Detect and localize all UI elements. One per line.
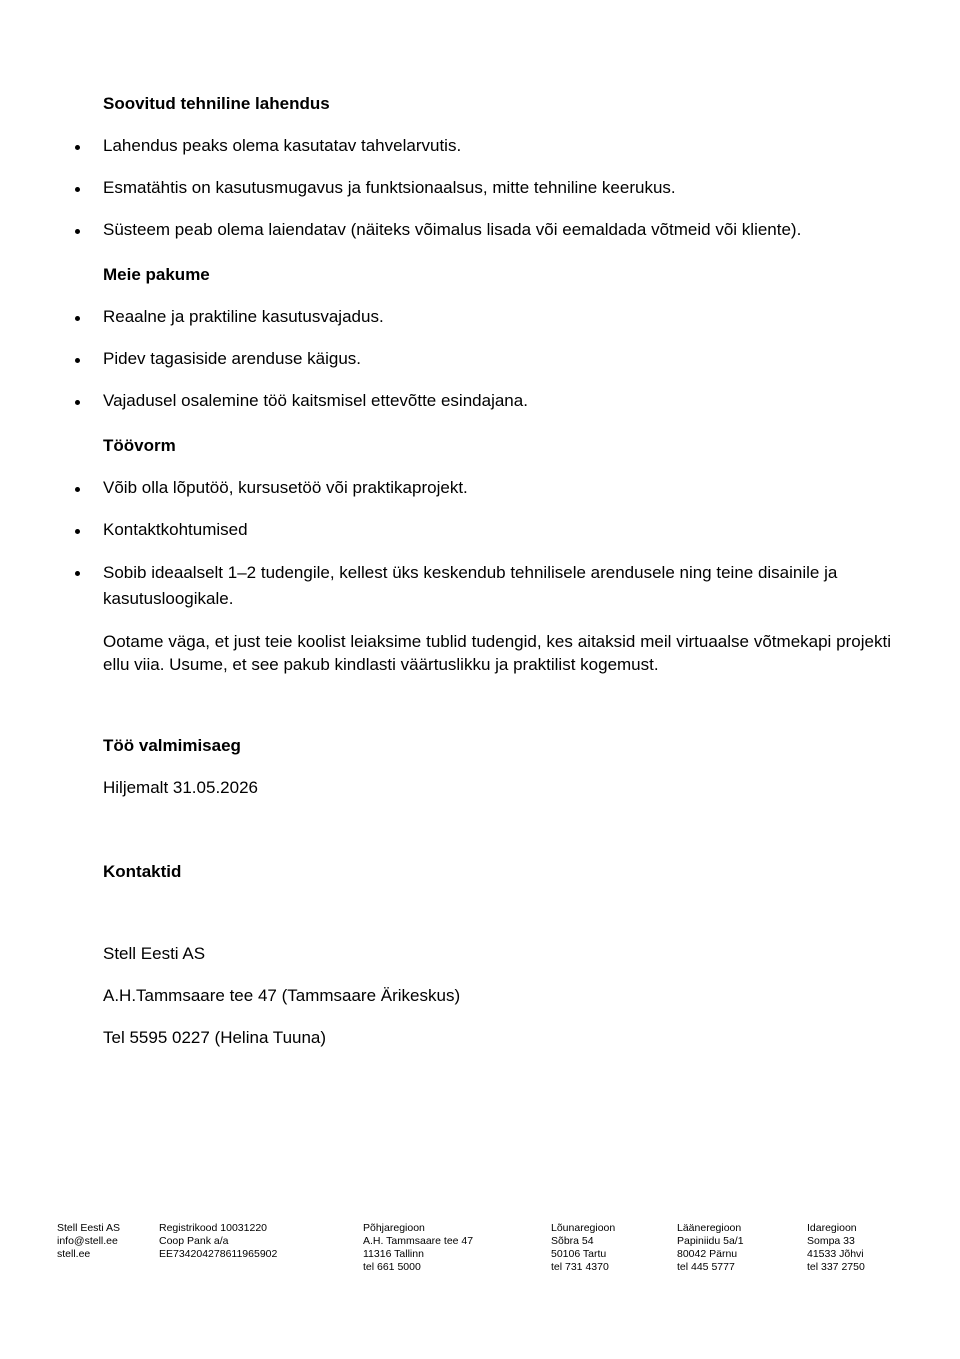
- list-item: Võib olla lõputöö, kursusetöö või praktikaprojekt.: [103, 476, 891, 500]
- footer-region-city: 50106 Tartu: [551, 1248, 607, 1260]
- footer-email: info@stell.ee: [57, 1235, 118, 1247]
- technical-list: [103, 134, 891, 242]
- footer-website: stell.ee: [57, 1248, 91, 1260]
- document-body: [103, 92, 891, 1050]
- list-item: Vajadusel osalemine töö kaitsmisel ettevõtte esindajana.: [103, 389, 891, 413]
- list-item: Kontaktkohtumised: [103, 518, 891, 542]
- section-heading-offer: Meie pakume: [103, 265, 210, 284]
- footer-region-name: Lääneregioon: [677, 1222, 742, 1234]
- footer-north-region: [363, 1222, 473, 1274]
- workform-list: [103, 476, 891, 612]
- footer-region-phone: tel 731 4370: [551, 1261, 609, 1273]
- footer-registry-code: Registrikood 10031220: [159, 1222, 267, 1234]
- list-item: Esmatähtis on kasutusmugavus ja funktsionaalsus, mitte tehniline keerukus.: [103, 176, 891, 200]
- footer-region-street: Papiniidu 5a/1: [677, 1235, 744, 1247]
- footer-region-city: 80042 Pärnu: [677, 1248, 738, 1260]
- list-item: Lahendus peaks olema kasutatav tahvelarvutis.: [103, 134, 891, 158]
- footer-company-name: Stell Eesti AS: [57, 1222, 121, 1234]
- section-heading-workform: Töövorm: [103, 436, 176, 455]
- contact-phone: Tel 5595 0227 (Helina Tuuna): [103, 1028, 327, 1047]
- footer-iban: EE734204278611965902: [159, 1248, 278, 1260]
- offer-list: [103, 305, 891, 413]
- footer-region-name: Idaregioon: [807, 1222, 857, 1234]
- section-heading-deadline: Töö valmimisaeg: [103, 736, 241, 755]
- section-heading-technical: Soovitud tehniline lahendus: [103, 94, 330, 113]
- footer-region-street: Sõbra 54: [551, 1235, 594, 1247]
- footer-region-phone: tel 337 2750: [807, 1261, 865, 1273]
- closing-paragraph: Ootame väga, et just teie koolist leiaksime tublid tudengid, kes aitaksid meil virtuaalse võtmekapi projekti ellu viia. Usume, et see pakub kindlasti väärtuslikku ja praktilist kogemust.: [103, 632, 891, 674]
- footer-east-region: [807, 1222, 865, 1274]
- footer-region-street: A.H. Tammsaare tee 47: [363, 1235, 474, 1247]
- footer-south-region: [551, 1222, 615, 1274]
- contact-company: Stell Eesti AS: [103, 944, 206, 963]
- section-heading-contacts: Kontaktid: [103, 862, 182, 881]
- footer-region-name: Põhjaregioon: [363, 1222, 425, 1234]
- footer-region-name: Lõunaregioon: [551, 1222, 616, 1234]
- contact-address: A.H.Tammsaare tee 47 (Tammsaare Ärikeskus): [103, 986, 461, 1005]
- footer-region-phone: tel 661 5000: [363, 1261, 421, 1273]
- list-item: Sobib ideaalselt 1–2 tudengile, kellest üks keskendub tehnilisele arendusele ning teine disainile ja kasutusloogikale.: [103, 560, 891, 612]
- footer-region-street: Sompa 33: [807, 1235, 855, 1247]
- footer-region-phone: tel 445 5777: [677, 1261, 735, 1273]
- list-item: Reaalne ja praktiline kasutusvajadus.: [103, 305, 891, 329]
- footer-region-city: 11316 Tallinn: [363, 1248, 424, 1260]
- footer-registry: [159, 1222, 277, 1261]
- footer-west-region: [677, 1222, 744, 1274]
- footer-region-city: 41533 Jõhvi: [807, 1248, 864, 1260]
- footer-bank: Coop Pank a/a: [159, 1235, 229, 1247]
- list-item: Pidev tagasiside arenduse käigus.: [103, 347, 891, 371]
- deadline-text: Hiljemalt 31.05.2026: [103, 778, 258, 797]
- list-item: Süsteem peab olema laiendatav (näiteks võimalus lisada või eemaldada võtmeid või kliente).: [103, 218, 891, 242]
- footer-company: [57, 1222, 120, 1261]
